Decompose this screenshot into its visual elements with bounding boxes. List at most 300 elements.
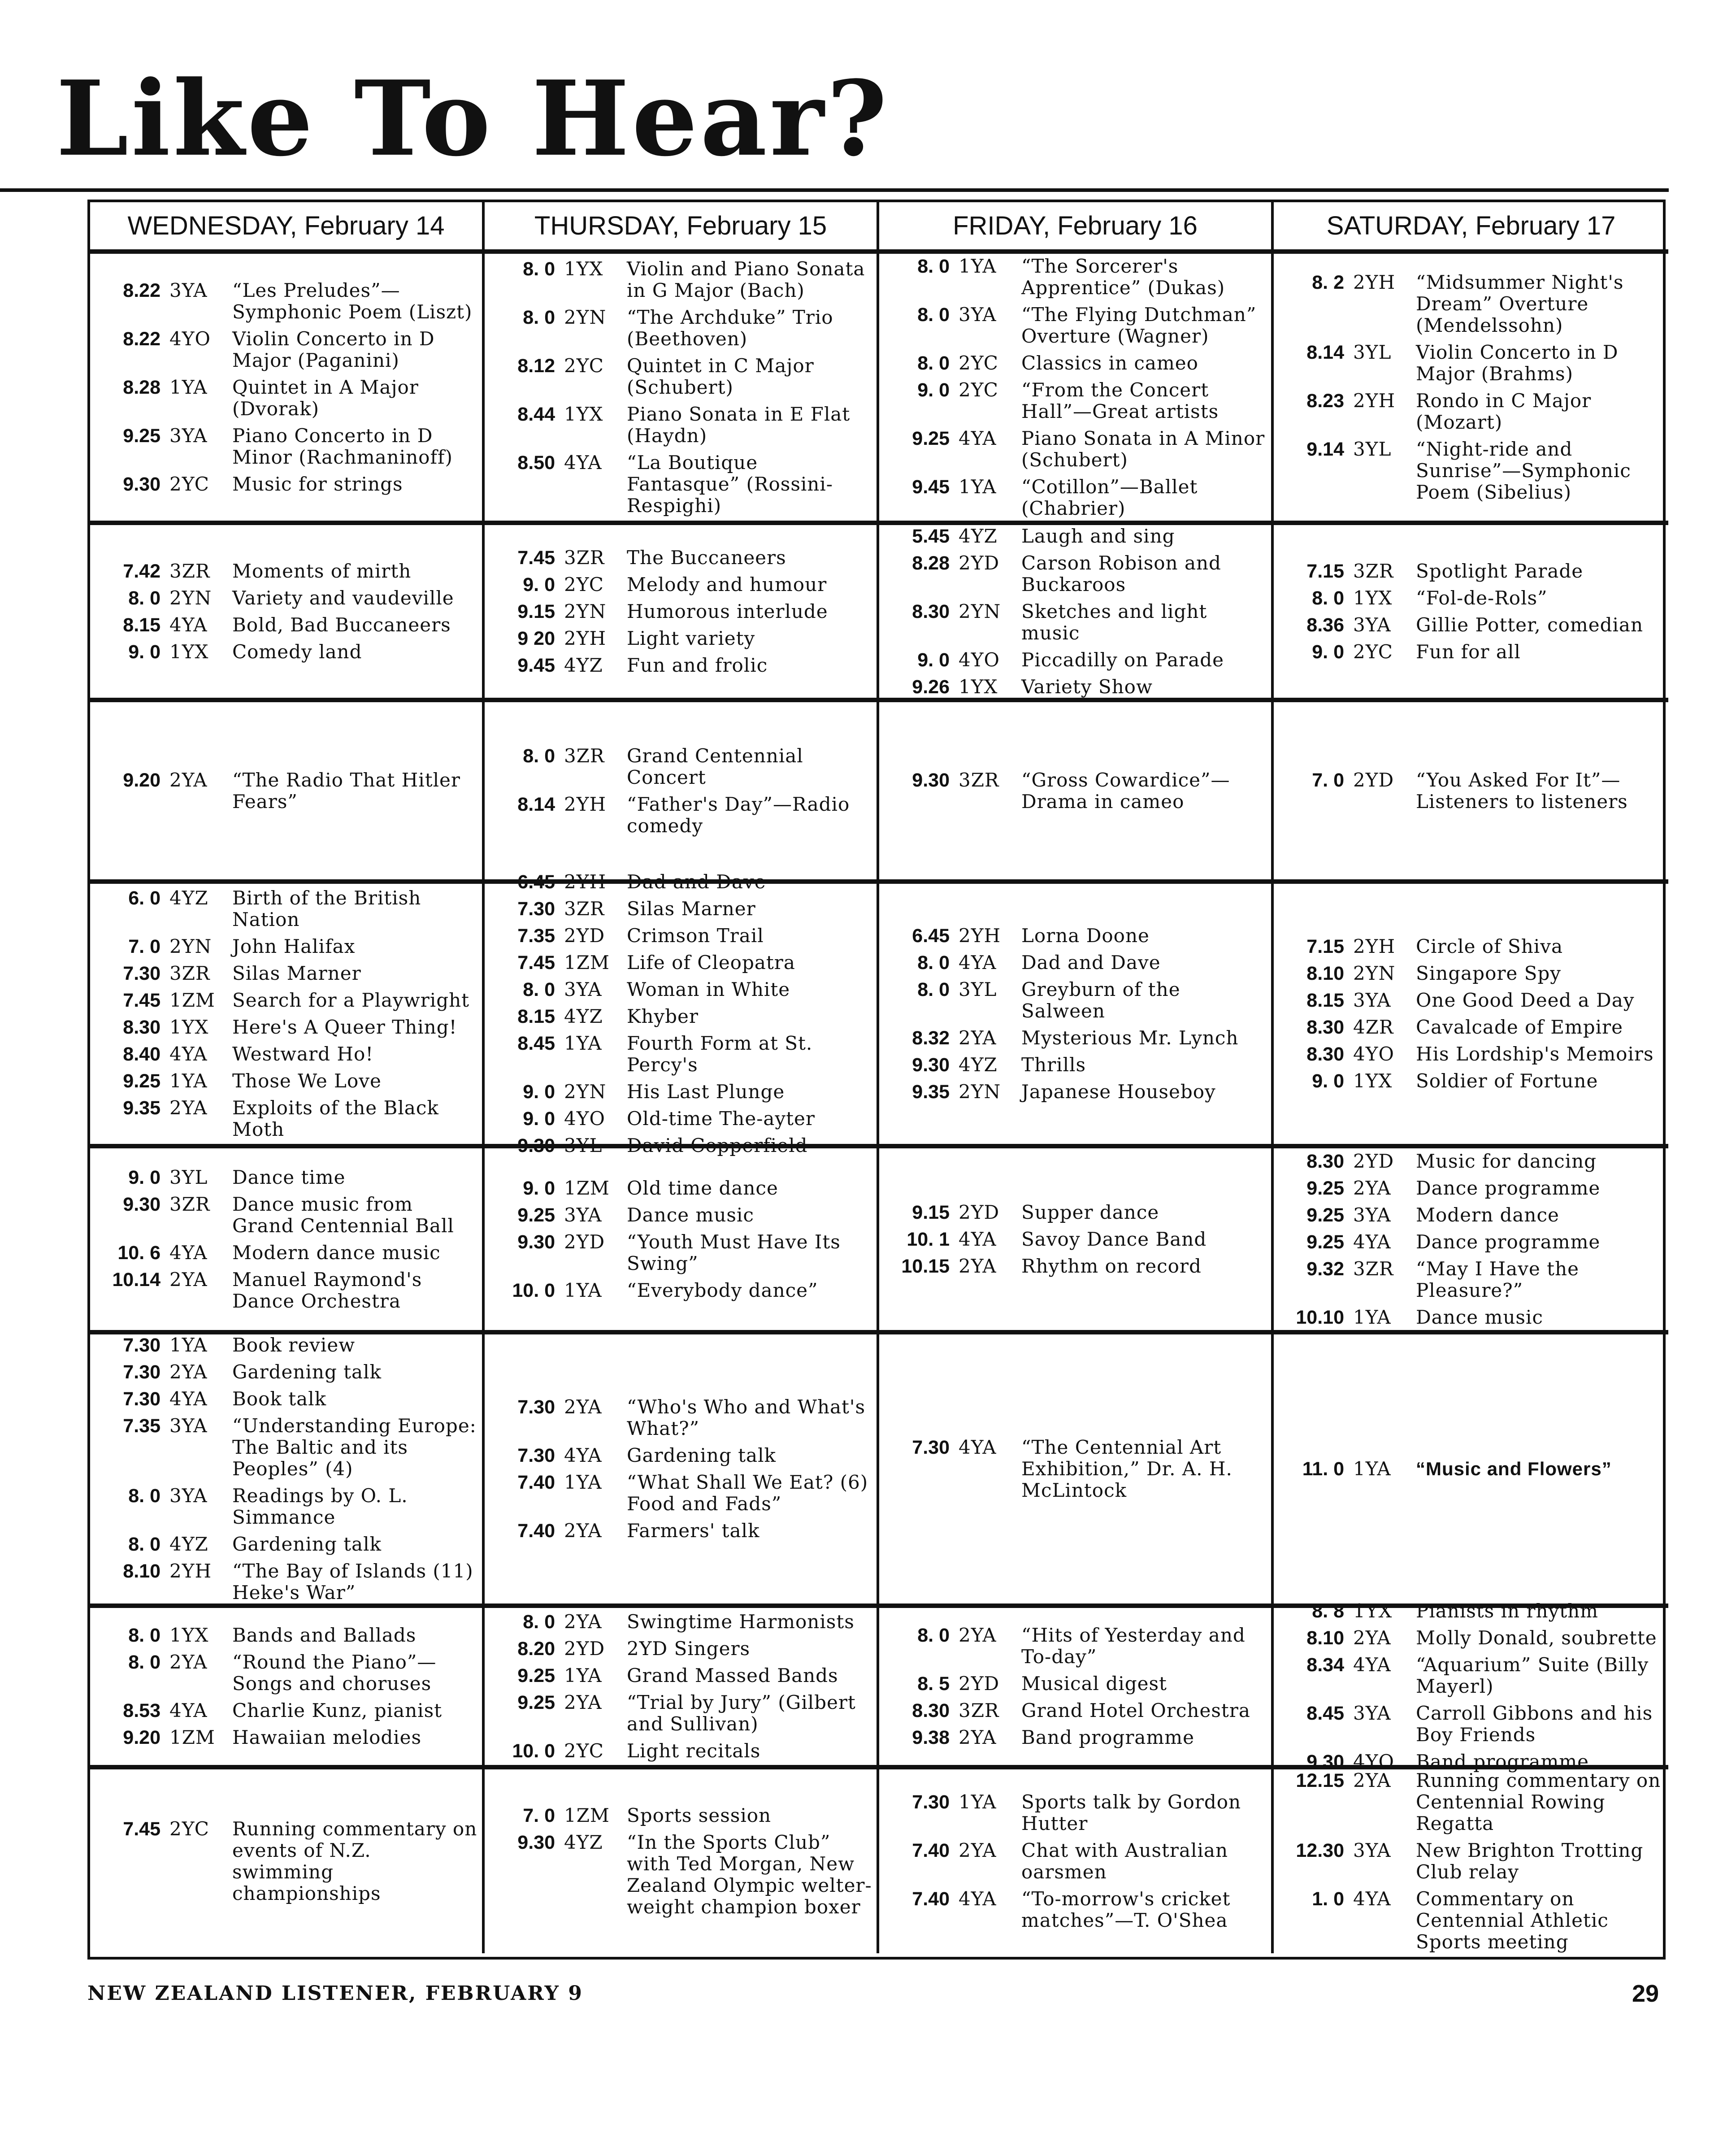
programme-entry (1279, 990, 1664, 1011)
programme-entry (885, 526, 1267, 547)
time: 9.25 (1306, 1177, 1344, 1199)
programme: Dance time (232, 1166, 346, 1188)
station: 2YA (564, 1396, 602, 1418)
station: 2YN (564, 306, 607, 328)
time: 7.15 (1306, 936, 1344, 957)
station: 4YA (564, 451, 602, 474)
station: 1ZM (169, 989, 215, 1011)
programme-entry (95, 1415, 477, 1480)
programme: Quintet in C Major (Schubert) (627, 354, 814, 398)
programme: “Father's Day”—Radio comedy (627, 793, 850, 837)
programme: Dance music (1416, 1306, 1543, 1328)
station: 1ZM (564, 952, 610, 973)
station: 3ZR (959, 769, 999, 791)
programme: Running commentary on Centennial Rowing Regatta (1416, 1769, 1661, 1834)
programme-entry (1279, 963, 1664, 984)
programme: “The Archduke” Trio (Beethoven) (627, 306, 833, 350)
programme-entry (1279, 1231, 1664, 1253)
time: 8.30 (912, 1700, 950, 1721)
station: 2YC (959, 378, 998, 401)
time: 8. 0 (128, 1534, 161, 1555)
schedule-cell (879, 1769, 1274, 1953)
station: 4YO (1353, 1751, 1394, 1773)
station: 4YA (1353, 1230, 1391, 1253)
station: 2YA (169, 1268, 208, 1291)
programme-entry (490, 1231, 872, 1274)
programme: “In the Sports Club” with Ted Morgan, New Zealand Olympic welter-weight champion boxer (627, 1831, 872, 1918)
programme: Singapore Spy (1416, 962, 1562, 984)
time: 8. 0 (128, 1625, 161, 1646)
schedule-cell (879, 884, 1274, 1148)
programme-entry (490, 1638, 872, 1660)
schedule-cell (1274, 254, 1668, 525)
programme-entry (490, 925, 872, 947)
programme: Dance programme (1416, 1177, 1601, 1199)
schedule-cell (90, 1608, 485, 1769)
programme: Carson Robison and Buckaroos (1021, 552, 1221, 595)
schedule-cell (1274, 1148, 1668, 1334)
programme: Music for strings (232, 473, 403, 495)
time: 6. 0 (128, 887, 161, 909)
programme-entry (490, 1832, 872, 1918)
programme: Modern dance music (232, 1241, 441, 1264)
programme: Violin Concerto in D Major (Brahms) (1416, 341, 1619, 385)
time: 8. 0 (523, 979, 555, 1000)
station: 3ZR (1353, 560, 1394, 582)
programme-entry (1279, 1888, 1664, 1953)
schedule-cell (879, 1608, 1274, 1769)
time: 8.30 (1306, 1150, 1344, 1172)
station: 4YO (169, 327, 211, 350)
programme-entry (490, 952, 872, 973)
time: 8. 0 (128, 587, 161, 609)
programme: “The Radio That Hitler Fears” (232, 769, 460, 813)
station: 2YC (564, 354, 604, 377)
programme-entry (885, 1840, 1267, 1883)
time: 7.45 (123, 990, 161, 1011)
time: 8. 0 (917, 979, 950, 1000)
time: 9.30 (517, 1832, 555, 1853)
programme-entry (95, 1361, 477, 1383)
day-header: SATURDAY, February 17 (1274, 202, 1668, 254)
programme: Band programme (1021, 1726, 1194, 1748)
time: 8.14 (1306, 341, 1344, 363)
programme-entry (885, 1027, 1267, 1049)
station: 4YA (169, 1699, 208, 1721)
programme-entry (95, 990, 477, 1011)
schedule-cell (485, 254, 879, 525)
time: 8.36 (1306, 614, 1344, 636)
programme-entry (95, 377, 477, 420)
programme: Manuel Raymond's Dance Orchestra (232, 1268, 422, 1312)
programme: Lorna Doone (1021, 925, 1150, 947)
time: 8.45 (1306, 1703, 1344, 1724)
programme-entry (885, 601, 1267, 644)
station: 4YA (169, 613, 208, 636)
time: 8. 0 (917, 952, 950, 973)
programme-entry (490, 355, 872, 398)
station: 2YA (959, 1624, 997, 1646)
programme: Modern dance (1416, 1204, 1559, 1226)
time: 7. 0 (128, 936, 161, 957)
station: 2YN (564, 600, 607, 622)
programme-entry (95, 1269, 477, 1312)
programme-entry (490, 628, 872, 649)
time: 7. 0 (1312, 769, 1344, 791)
programme: Fun for all (1416, 640, 1521, 663)
schedule-cell (1274, 1334, 1668, 1608)
time: 9.20 (123, 769, 161, 791)
time: 9.25 (517, 1665, 555, 1686)
programme-entry (1279, 439, 1664, 503)
time: 8.28 (912, 552, 950, 574)
time: 7.45 (517, 547, 555, 569)
time: 8.40 (123, 1043, 161, 1065)
programme: Running commentary on events of N.Z. swimming championships (232, 1818, 477, 1904)
station: 4YZ (564, 1831, 603, 1853)
time: 10. 0 (512, 1740, 555, 1762)
programme-entry (885, 1202, 1267, 1223)
programme-entry (490, 1178, 872, 1199)
time: 9.35 (123, 1097, 161, 1119)
programme-entry (95, 587, 477, 609)
schedule-cell (485, 871, 879, 1156)
time: 8.53 (123, 1700, 161, 1721)
time: 7.35 (123, 1415, 161, 1437)
station: 4YA (959, 952, 997, 973)
programme-entry (95, 936, 477, 957)
station: 3ZR (169, 962, 210, 984)
programme: Sports talk by Gordon Hutter (1021, 1791, 1241, 1834)
station: 2YA (564, 1611, 602, 1633)
programme: “Youth Must Have Its Swing” (627, 1230, 841, 1274)
programme-entry (885, 649, 1267, 671)
station: 1YX (1353, 1600, 1393, 1622)
programme: Dad and Dave (627, 871, 766, 893)
station: 3YA (564, 978, 602, 1000)
time: 9.25 (912, 427, 950, 449)
station: 3YL (959, 978, 997, 1000)
time: 9. 0 (128, 1166, 161, 1188)
programme: Book talk (232, 1388, 327, 1410)
programme: Laugh and sing (1021, 525, 1175, 547)
programme: Savoy Dance Band (1021, 1228, 1207, 1250)
programme: Quintet in A Major (Dvorak) (232, 376, 419, 420)
time: 7.30 (912, 1437, 950, 1458)
station: 2YA (169, 769, 208, 791)
station: 2YA (564, 1691, 602, 1713)
programme: Light variety (627, 627, 755, 649)
station: 3YA (169, 424, 208, 447)
schedule-table (87, 200, 1666, 1960)
time: 9.14 (1306, 438, 1344, 460)
programme: Light recitals (627, 1740, 761, 1762)
station: 1ZM (564, 1804, 610, 1826)
schedule-cell (879, 525, 1274, 702)
day-header: WEDNESDAY, February 14 (90, 202, 485, 254)
programme-entry (885, 1229, 1267, 1250)
time: 9.25 (123, 425, 161, 447)
time: 7.45 (123, 1818, 161, 1840)
programme: Piano Sonata in A Minor (Schubert) (1021, 427, 1265, 471)
schedule-cell (1274, 525, 1668, 702)
programme: “The Sorcerer's Apprentice” (Dukas) (1021, 255, 1225, 299)
station: 3ZR (959, 1699, 999, 1721)
time: 8.15 (123, 614, 161, 636)
time: 7.30 (123, 963, 161, 984)
station: 2YA (1353, 1627, 1391, 1649)
time: 9.25 (517, 1692, 555, 1713)
station: 2YC (959, 352, 998, 374)
programme-entry (490, 1396, 872, 1439)
programme-entry (1279, 1458, 1664, 1480)
time: 9. 0 (523, 1177, 555, 1199)
programme-entry (95, 1534, 477, 1555)
time: 7.40 (912, 1888, 950, 1910)
station: 1YX (169, 1016, 209, 1038)
programme: Silas Marner (627, 898, 756, 920)
time: 9.25 (1306, 1231, 1344, 1253)
station: 1YX (564, 403, 603, 425)
time: 9.30 (1306, 1751, 1344, 1773)
programme: John Halifax (232, 935, 356, 957)
time: 9. 0 (523, 1108, 555, 1130)
programme: Piccadilly on Parade (1021, 648, 1224, 671)
station: 4YA (564, 1444, 602, 1466)
programme: “May I Have the Pleasure?” (1416, 1257, 1579, 1301)
time: 8.30 (123, 1017, 161, 1038)
station: 1YA (169, 1070, 208, 1092)
programme: Violin and Piano Sonata in G Major (Bach) (627, 257, 865, 301)
programme-entry (490, 1692, 872, 1735)
time: 8. 0 (523, 306, 555, 328)
programme-entry (1279, 1654, 1664, 1697)
programme-entry (490, 258, 872, 301)
time: 8. 0 (917, 255, 950, 277)
programme: David Copperfield (627, 1134, 808, 1156)
station: 2YH (1353, 389, 1396, 412)
time: 9.32 (1306, 1258, 1344, 1280)
programme-entry (95, 614, 477, 636)
programme: Carroll Gibbons and his Boy Friends (1416, 1702, 1653, 1746)
time: 9. 0 (1312, 641, 1344, 663)
programme: “Gross Cowardice”—Drama in cameo (1021, 769, 1230, 813)
time: 8.32 (912, 1027, 950, 1049)
programme-entry (1279, 936, 1664, 957)
programme-entry (885, 352, 1267, 374)
schedule-cell (90, 1334, 485, 1608)
time: 9.30 (912, 769, 950, 791)
programme-entry (885, 769, 1267, 813)
time: 9. 0 (1312, 1070, 1344, 1092)
programme-entry (885, 1727, 1267, 1748)
programme: His Last Plunge (627, 1081, 785, 1103)
programme: “From the Concert Hall”—Great artists (1021, 378, 1219, 422)
programme: Cavalcade of Empire (1416, 1016, 1623, 1038)
time: 8.14 (517, 793, 555, 815)
time: 8.34 (1306, 1654, 1344, 1676)
programme: Birth of the British Nation (232, 887, 421, 930)
programme-entry (95, 1560, 477, 1604)
station: 2YA (564, 1520, 602, 1542)
programme: Dance programme (1416, 1230, 1601, 1253)
station: 3ZR (564, 546, 605, 569)
programme-entry (490, 452, 872, 517)
time: 9. 0 (523, 1081, 555, 1103)
programme: Moments of mirth (232, 560, 412, 582)
programme-entry (1279, 1178, 1664, 1199)
programme: Crimson Trail (627, 925, 764, 947)
station: 3ZR (564, 898, 605, 920)
programme: “Cotillon”—Ballet (Chabrier) (1021, 475, 1198, 519)
time: 9 20 (517, 627, 555, 649)
programme-entry (885, 979, 1267, 1022)
time: 6.45 (517, 871, 555, 893)
programme-entry (95, 328, 477, 371)
station: 3YA (1353, 613, 1391, 636)
station: 3YA (564, 1204, 602, 1226)
programme: Chat with Australian oarsmen (1021, 1839, 1228, 1883)
station: 1YA (959, 1791, 997, 1813)
time: 9. 0 (917, 649, 950, 671)
title-rule (0, 188, 1669, 192)
station: 4YA (959, 427, 997, 449)
programme-entry (95, 1700, 477, 1721)
programme-entry (95, 1651, 477, 1695)
programme: “The Bay of Islands (11) Heke's War” (232, 1560, 473, 1604)
programme-entry (95, 1485, 477, 1528)
programme: Westward Ho! (232, 1043, 374, 1065)
programme-entry (885, 1054, 1267, 1076)
programme: “The Centennial Art Exhibition,” Dr. A. H. McLintock (1021, 1436, 1233, 1501)
time: 10. 6 (117, 1242, 161, 1264)
time: 7.40 (517, 1472, 555, 1493)
time: 7.35 (517, 925, 555, 947)
time: 9.45 (517, 654, 555, 676)
station: 4YZ (959, 1054, 998, 1076)
time: 8. 0 (917, 1625, 950, 1646)
time: 9.15 (912, 1201, 950, 1223)
time: 7.30 (123, 1361, 161, 1383)
time: 8. 0 (917, 304, 950, 326)
time: 9.26 (912, 676, 950, 698)
time: 8. 5 (917, 1673, 950, 1695)
schedule-cell (879, 702, 1274, 884)
programme: “You Asked For It”—Listeners to listeners (1416, 769, 1628, 813)
schedule-cell (90, 702, 485, 884)
page-number: 29 (1632, 1980, 1659, 2007)
programme: Readings by O. L. Simmance (232, 1485, 408, 1528)
time: 9.38 (912, 1727, 950, 1748)
programme: “Round the Piano”—Songs and choruses (232, 1651, 437, 1695)
programme-entry (1279, 769, 1664, 813)
schedule-cell (485, 525, 879, 702)
time: 7.30 (123, 1334, 161, 1356)
time: 9.30 (123, 1193, 161, 1215)
programme-entry (1279, 1017, 1664, 1038)
programme-entry (490, 1033, 872, 1076)
programme: Fourth Form at St. Percy's (627, 1032, 813, 1076)
programme: Grand Hotel Orchestra (1021, 1699, 1250, 1721)
programme-entry (95, 1097, 477, 1140)
programme-entry (1279, 272, 1664, 336)
station: 4YA (959, 1888, 997, 1910)
programme: Piano Concerto in D Minor (Rachmaninoff) (232, 424, 453, 468)
time: 9.30 (912, 1054, 950, 1076)
station: 3YA (1353, 1204, 1391, 1226)
programme-entry (95, 280, 477, 323)
programme: Greyburn of the Salween (1021, 978, 1180, 1022)
station: 2YH (169, 1560, 212, 1582)
station: 2YA (169, 1097, 208, 1119)
programme-entry (95, 1388, 477, 1410)
programme-entry (885, 379, 1267, 422)
station: 2YD (1353, 769, 1394, 791)
programme-entry (885, 1437, 1267, 1501)
station: 2YD (959, 1673, 1000, 1695)
programme: “Night-ride and Sunrise”—Symphonic Poem (Sibelius) (1416, 438, 1631, 503)
programme: Old-time The-ayter (627, 1108, 815, 1130)
schedule-cell (90, 1148, 485, 1334)
time: 7. 0 (523, 1805, 555, 1826)
station: 3YL (564, 1134, 603, 1156)
station: 4YA (169, 1388, 208, 1410)
station: 1ZM (564, 1177, 610, 1199)
programme: His Lordship's Memoirs (1416, 1043, 1654, 1065)
schedule-cell (879, 1148, 1274, 1334)
programme-entry (885, 1625, 1267, 1668)
programme-entry (95, 641, 477, 663)
programme-entry (885, 1256, 1267, 1277)
station: 1YX (1353, 587, 1393, 609)
programme: Gardening talk (232, 1361, 382, 1383)
station: 4YA (959, 1228, 997, 1250)
programme: Piano Sonata in E Flat (Haydn) (627, 403, 851, 447)
station: 3YL (169, 1166, 208, 1188)
programme-entry (490, 1108, 872, 1130)
time: 9.25 (123, 1070, 161, 1092)
programme: “To-morrow's cricket matches”—T. O'Shea (1021, 1888, 1231, 1931)
programme: Variety and vaudeville (232, 587, 454, 609)
programme-entry (490, 547, 872, 569)
station: 2YC (169, 1818, 209, 1840)
programme-entry (1279, 561, 1664, 582)
programme-entry (885, 1081, 1267, 1103)
day-header: THURSDAY, February 15 (485, 202, 879, 254)
time: 9.35 (912, 1081, 950, 1103)
station: 3ZR (169, 560, 210, 582)
programme-entry (490, 1665, 872, 1686)
programme: The Buccaneers (627, 546, 786, 569)
time: 7.45 (517, 952, 555, 973)
day-header: FRIDAY, February 16 (879, 202, 1274, 254)
time: 7.30 (912, 1791, 950, 1813)
station: 3YL (1353, 341, 1392, 363)
programme-entry (95, 1043, 477, 1065)
programme-entry (490, 1081, 872, 1103)
station: 4YZ (169, 1533, 208, 1555)
time: 9.45 (912, 476, 950, 498)
time: 8. 2 (1312, 271, 1344, 293)
programme: Spotlight Parade (1416, 560, 1584, 582)
station: 1YA (169, 376, 208, 398)
station: 2YN (169, 935, 212, 957)
programme: Exploits of the Black Moth (232, 1097, 439, 1140)
station: 1YA (959, 255, 997, 277)
programme: “Hits of Yesterday and To-day” (1021, 1624, 1246, 1668)
time: 7.30 (517, 898, 555, 920)
station: 4YA (169, 1043, 208, 1065)
